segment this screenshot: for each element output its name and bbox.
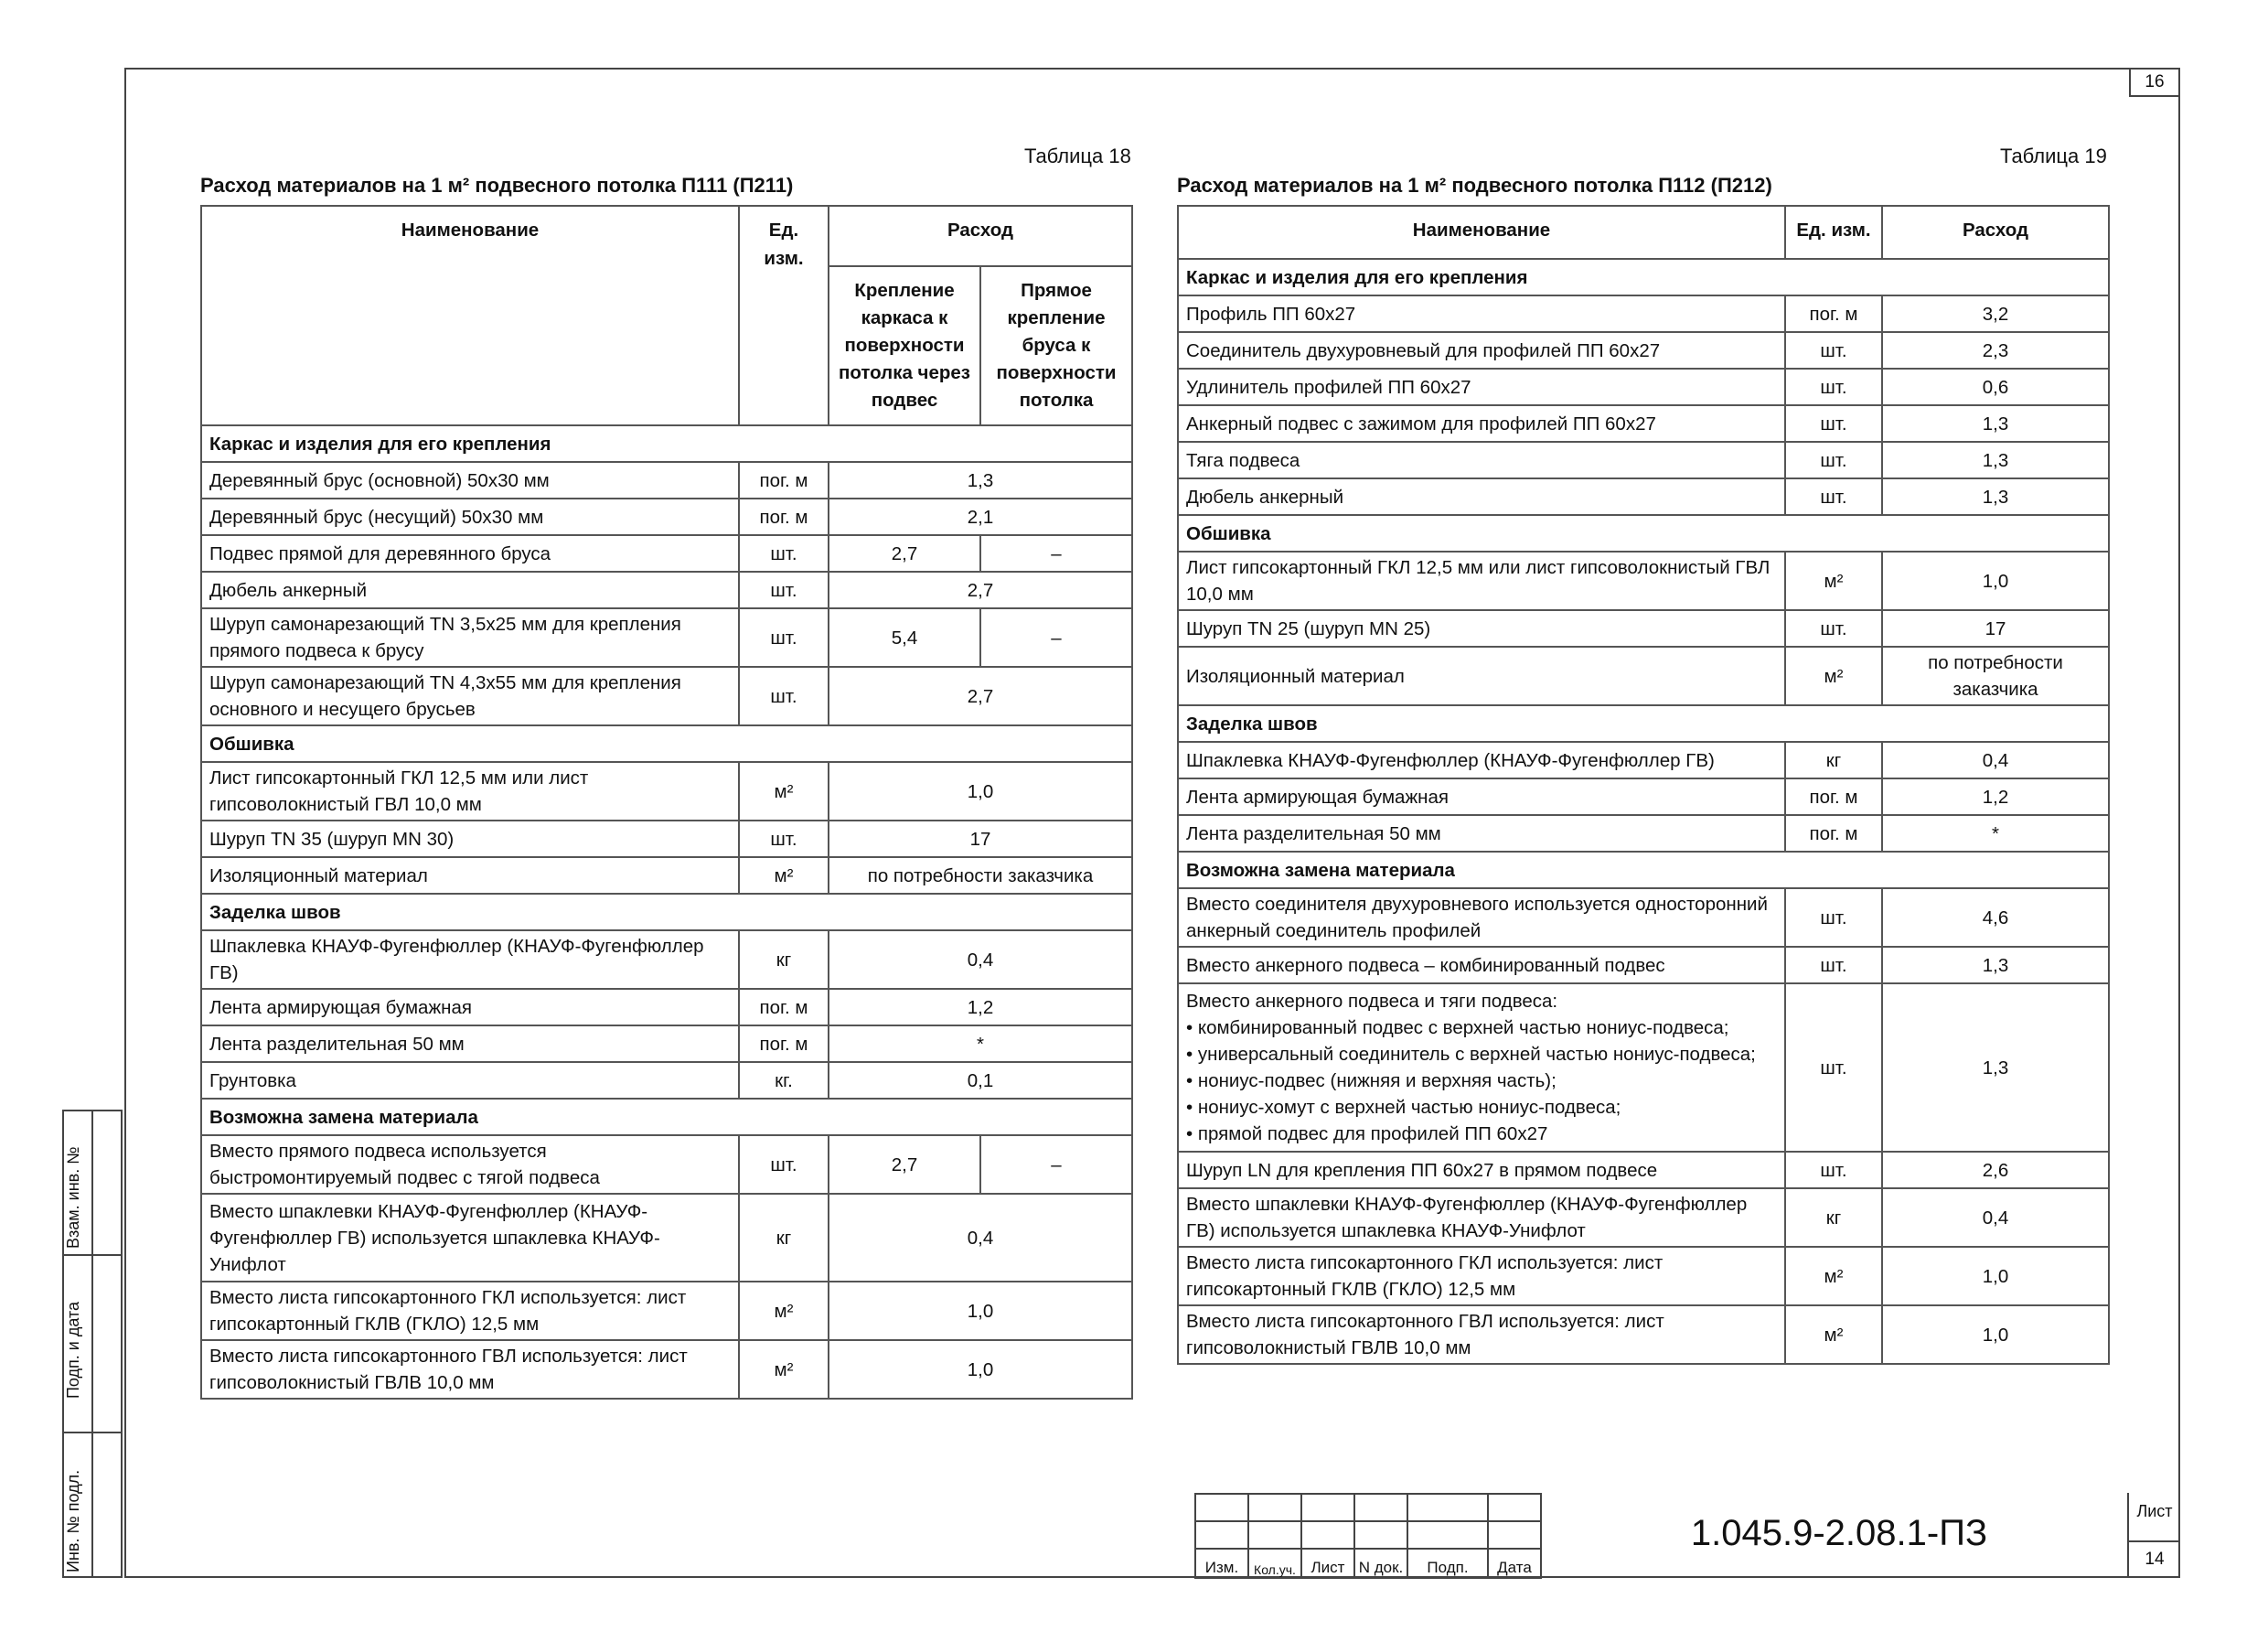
- material-name: Вместо листа гипсокартонного ГВЛ используется: лист гипсоволокнистый ГВЛВ 10,0 мм: [201, 1340, 739, 1399]
- table-row: [1178, 778, 2109, 815]
- unit-cell: м²: [739, 857, 829, 894]
- stamp-column-label: Дата: [1488, 1549, 1541, 1578]
- table-row: [1178, 515, 2109, 552]
- bullet-text: комбинированный подвес с верхней частью нониус-подвеса;: [1197, 1017, 1729, 1038]
- table-row: [201, 667, 1132, 725]
- table-row: [201, 499, 1132, 535]
- table-row: [201, 762, 1132, 821]
- unit-cell: шт.: [1785, 1152, 1882, 1188]
- material-name: [1178, 983, 1785, 1152]
- material-name: Вместо прямого подвеса используется быстромонтируемый подвес с тягой подвеса: [201, 1135, 739, 1194]
- right-header-consumption: Расход: [1882, 206, 2109, 259]
- unit-cell: шт.: [739, 821, 829, 857]
- left-header-name: Наименование: [201, 206, 739, 425]
- bullet-item: [1186, 1041, 1777, 1068]
- section-heading: Возможна замена материала: [1178, 852, 2109, 888]
- unit-cell: кг: [1785, 1188, 1882, 1247]
- section-heading: Обшивка: [201, 725, 1132, 762]
- unit-cell: кг.: [739, 1062, 829, 1099]
- consumption-cell: 1,0: [1882, 552, 2109, 610]
- right-header-unit: Ед. изм.: [1785, 206, 1882, 259]
- table-row: [201, 894, 1132, 930]
- consumption-cell: 2,7: [829, 572, 1132, 608]
- left-table-number: Таблица 18: [1024, 145, 1131, 167]
- table-row: [1178, 405, 2109, 442]
- material-name-text: Вместо анкерного подвеса – комбинированный подвес: [1186, 954, 1665, 976]
- bullet-item: [1186, 1121, 1777, 1147]
- consumption-cell: 2,6: [1882, 1152, 2109, 1188]
- table-row: [201, 725, 1132, 762]
- top-sheet-number: 16: [2129, 68, 2180, 97]
- consumption-cell: 1,2: [1882, 778, 2109, 815]
- material-name-text: Лента армирующая бумажная: [1186, 786, 1449, 808]
- unit-cell: кг: [739, 1194, 829, 1282]
- material-name: Вместо шпаклевки КНАУФ-Фугенфюллер (КНАУФ-Фугенфюллер ГВ) используется шпаклевка КНАУФ-Унифлот: [201, 1194, 739, 1282]
- section-heading: Заделка швов: [1178, 705, 2109, 742]
- consumption-cell: 3,2: [1882, 295, 2109, 332]
- consumption-cell: 1,0: [829, 1340, 1132, 1399]
- sheet-box: [2127, 1493, 2180, 1578]
- unit-cell: шт.: [739, 1135, 829, 1194]
- left-header-unit: Ед. изм.: [739, 206, 829, 425]
- bullet-text: прямой подвес для профилей ПП 60х27: [1197, 1123, 1548, 1144]
- consumption-cell: 1,3: [1882, 442, 2109, 478]
- table-row: [1178, 369, 2109, 405]
- bullet-icon: •: [1186, 1044, 1198, 1065]
- unit-cell: пог. м: [739, 1025, 829, 1062]
- material-name-text: Шпаклевка КНАУФ-Фугенфюллер (КНАУФ-Фугенфюллер ГВ): [1186, 749, 1715, 771]
- material-name: Деревянный брус (основной) 50х30 мм: [201, 462, 739, 499]
- consumption-cell: 0,4: [829, 1194, 1132, 1282]
- section-heading: Обшивка: [1178, 515, 2109, 552]
- consumption-cell: 2,3: [1882, 332, 2109, 369]
- consumption-cell: 1,0: [1882, 1305, 2109, 1364]
- consumption-cell-2: –: [980, 1135, 1132, 1194]
- unit-cell: шт.: [1785, 610, 1882, 647]
- table-row: [201, 1194, 1132, 1282]
- stamp-grid: [1194, 1493, 1542, 1579]
- material-name: Подвес прямой для деревянного бруса: [201, 535, 739, 572]
- material-name: [1178, 815, 1785, 852]
- table-row: [201, 1282, 1132, 1340]
- material-name-text: Соединитель двухуровневый для профилей ПП 60х27: [1186, 339, 1661, 361]
- table-row: [201, 535, 1132, 572]
- unit-cell: м²: [1785, 647, 1882, 705]
- table-row: [1178, 478, 2109, 515]
- table-row: [1178, 888, 2109, 947]
- unit-cell: м²: [739, 1282, 829, 1340]
- material-name: [1178, 647, 1785, 705]
- bullet-icon: •: [1186, 1017, 1198, 1038]
- consumption-cell: 1,3: [1882, 478, 2109, 515]
- material-name: Шуруп TN 35 (шуруп MN 30): [201, 821, 739, 857]
- unit-cell: кг: [739, 930, 829, 989]
- right-table-number: Таблица 19: [2000, 145, 2107, 167]
- left-header-consumption: Расход: [829, 206, 1132, 266]
- consumption-cell-2: –: [980, 608, 1132, 667]
- material-name-text: Шуруп TN 25 (шуруп MN 25): [1186, 617, 1431, 639]
- binding-label-sign-date: Подп. и дата: [64, 1301, 82, 1399]
- table-row: [201, 1099, 1132, 1135]
- material-name: [1178, 610, 1785, 647]
- table-row: [201, 989, 1132, 1025]
- unit-cell: шт.: [1785, 442, 1882, 478]
- binding-label-replace: Взам. инв. №: [64, 1146, 82, 1249]
- consumption-cell: 0,1: [829, 1062, 1132, 1099]
- material-name-text: Вместо листа гипсокартонного ГКЛ используется: лист гипсокартонный ГКЛВ (ГКЛО) 12,5 мм: [1186, 1252, 1664, 1300]
- material-name: [1178, 1305, 1785, 1364]
- unit-cell: шт.: [1785, 983, 1882, 1152]
- unit-cell: шт.: [1785, 478, 1882, 515]
- bullet-icon: •: [1186, 1123, 1198, 1144]
- bullet-text: универсальный соединитель с верхней частью нониус-подвеса;: [1197, 1044, 1756, 1065]
- unit-cell: шт.: [739, 608, 829, 667]
- unit-cell: шт.: [1785, 405, 1882, 442]
- table-row: [201, 1062, 1132, 1099]
- consumption-cell: 1,2: [829, 989, 1132, 1025]
- material-name: Шуруп самонарезающий TN 4,3х55 мм для крепления основного и несущего брусьев: [201, 667, 739, 725]
- table-row: [201, 1340, 1132, 1399]
- material-name: [1178, 442, 1785, 478]
- title-block: [1194, 1493, 2180, 1578]
- bullet-item: [1186, 1094, 1777, 1121]
- document-code: 1.045.9-2.08.1-ПЗ: [1690, 1513, 1988, 1553]
- material-name: [1178, 552, 1785, 610]
- consumption-cell: 1,3: [1882, 947, 2109, 983]
- material-name: Шпаклевка КНАУФ-Фугенфюллер (КНАУФ-Фугенфюллер ГВ): [201, 930, 739, 989]
- material-name: [1178, 888, 1785, 947]
- material-name: [1178, 295, 1785, 332]
- consumption-cell: 1,0: [829, 1282, 1132, 1340]
- unit-cell: шт.: [1785, 332, 1882, 369]
- consumption-cell: 17: [1882, 610, 2109, 647]
- stamp-column-label: Лист: [1301, 1549, 1354, 1578]
- material-name-text: Удлинитель профилей ПП 60х27: [1186, 376, 1471, 398]
- consumption-cell: по потребности заказчика: [829, 857, 1132, 894]
- table-row: [201, 857, 1132, 894]
- bullet-item: [1186, 1068, 1777, 1094]
- unit-cell: шт.: [739, 535, 829, 572]
- consumption-cell: 2,7: [829, 667, 1132, 725]
- binding-strip: [62, 1110, 123, 1578]
- bullet-icon: •: [1186, 1097, 1198, 1118]
- sheet-label: Лист: [2136, 1502, 2173, 1520]
- material-name-text: Тяга подвеса: [1186, 449, 1300, 471]
- consumption-cell: 0,4: [1882, 1188, 2109, 1247]
- material-name: Лента армирующая бумажная: [201, 989, 739, 1025]
- material-name: Дюбель анкерный: [201, 572, 739, 608]
- material-name: [1178, 332, 1785, 369]
- left-header-sub2: Прямое крепление бруса к поверхности потолка: [980, 266, 1132, 425]
- unit-cell: м²: [1785, 1247, 1882, 1305]
- table-row: [201, 930, 1132, 989]
- right-materials-table: [1177, 205, 2110, 1365]
- binding-label-inventory: Инв. № подл.: [64, 1469, 82, 1572]
- material-name: [1178, 1188, 1785, 1247]
- table-row: [201, 572, 1132, 608]
- material-name: Шуруп самонарезающий TN 3,5х25 мм для крепления прямого подвеса к брусу: [201, 608, 739, 667]
- material-name: Вместо листа гипсокартонного ГКЛ используется: лист гипсокартонный ГКЛВ (ГКЛО) 12,5 мм: [201, 1282, 739, 1340]
- consumption-cell: 4,6: [1882, 888, 2109, 947]
- table-row: [1178, 1247, 2109, 1305]
- table-row: [1178, 1188, 2109, 1247]
- unit-cell: шт.: [1785, 888, 1882, 947]
- material-name-text: Лента разделительная 50 мм: [1186, 822, 1441, 844]
- section-heading: Каркас и изделия для его крепления: [1178, 259, 2109, 295]
- material-name: [1178, 1247, 1785, 1305]
- material-name-text: Профиль ПП 60х27: [1186, 303, 1356, 325]
- section-heading: Каркас и изделия для его крепления: [201, 425, 1132, 462]
- table-row: [1178, 442, 2109, 478]
- unit-cell: пог. м: [739, 989, 829, 1025]
- consumption-cell: 1,0: [829, 762, 1132, 821]
- material-name: Изоляционный материал: [201, 857, 739, 894]
- material-name-text: Изоляционный материал: [1186, 665, 1405, 687]
- consumption-cell: 1,0: [1882, 1247, 2109, 1305]
- table-row: [201, 821, 1132, 857]
- table-row: [201, 1025, 1132, 1062]
- material-name: [1178, 405, 1785, 442]
- material-name: [1178, 478, 1785, 515]
- section-heading: Заделка швов: [201, 894, 1132, 930]
- table-row: [1178, 1152, 2109, 1188]
- left-materials-table: [200, 205, 1133, 1400]
- table-row: [1178, 552, 2109, 610]
- consumption-cell-1: 5,4: [829, 608, 980, 667]
- material-name-text: Дюбель анкерный: [1186, 486, 1344, 508]
- table-row: [201, 462, 1132, 499]
- unit-cell: м²: [739, 762, 829, 821]
- consumption-cell: 0,6: [1882, 369, 2109, 405]
- consumption-cell: *: [829, 1025, 1132, 1062]
- stamp-column-label: N док.: [1354, 1549, 1407, 1578]
- left-header-sub1: Крепление каркаса к поверхности потолка через подвес: [829, 266, 980, 425]
- bullet-icon: •: [1186, 1070, 1198, 1091]
- unit-cell: пог. м: [739, 462, 829, 499]
- material-name-text: Вместо соединителя двухуровневого используется односторонний анкерный соединитель профилей: [1186, 894, 1768, 941]
- table-row: [1178, 983, 2109, 1152]
- unit-cell: шт.: [739, 572, 829, 608]
- material-name: Деревянный брус (несущий) 50х30 мм: [201, 499, 739, 535]
- stamp-column-label: Изм.: [1195, 1549, 1248, 1578]
- stamp-column-label: Кол.уч.: [1248, 1549, 1301, 1578]
- unit-cell: кг: [1785, 742, 1882, 778]
- material-name-text: Вместо анкерного подвеса и тяги подвеса:: [1186, 991, 1558, 1012]
- unit-cell: пог. м: [1785, 295, 1882, 332]
- unit-cell: пог. м: [1785, 815, 1882, 852]
- consumption-cell-2: –: [980, 535, 1132, 572]
- table-row: [1178, 1305, 2109, 1364]
- material-name: [1178, 369, 1785, 405]
- table-row: [1178, 610, 2109, 647]
- unit-cell: м²: [1785, 552, 1882, 610]
- material-name: [1178, 742, 1785, 778]
- material-name: [1178, 947, 1785, 983]
- unit-cell: шт.: [1785, 947, 1882, 983]
- right-table-title: Расход материалов на 1 м² подвесного потолка П112 (П212): [1177, 174, 1772, 197]
- consumption-cell: *: [1882, 815, 2109, 852]
- table-row: [1178, 705, 2109, 742]
- table-row: [201, 425, 1132, 462]
- unit-cell: шт.: [739, 667, 829, 725]
- table-row: [1178, 259, 2109, 295]
- bullet-text: нониус-хомут с верхней частью нониус-подвеса;: [1197, 1097, 1621, 1118]
- material-name: [1178, 778, 1785, 815]
- table-row: [1178, 852, 2109, 888]
- bullet-item: [1186, 1014, 1777, 1041]
- material-name-text: Вместо шпаклевки КНАУФ-Фугенфюллер (КНАУФ-Фугенфюллер ГВ) используется шпаклевка КНАУФ-Унифлот: [1186, 1194, 1748, 1241]
- section-heading: Возможна замена материала: [201, 1099, 1132, 1135]
- unit-cell: м²: [739, 1340, 829, 1399]
- consumption-cell-1: 2,7: [829, 1135, 980, 1194]
- material-name: Лента разделительная 50 мм: [201, 1025, 739, 1062]
- material-name-text: Лист гипсокартонный ГКЛ 12,5 мм или лист гипсоволокнистый ГВЛ 10,0 мм: [1186, 557, 1771, 605]
- bullet-text: нониус-подвес (нижняя и верхняя часть);: [1197, 1070, 1557, 1091]
- table-row: [1178, 815, 2109, 852]
- table-row: [1178, 647, 2109, 705]
- consumption-cell: 0,4: [829, 930, 1132, 989]
- consumption-cell-1: 2,7: [829, 535, 980, 572]
- unit-cell: пог. м: [1785, 778, 1882, 815]
- table-row: [201, 608, 1132, 667]
- stamp-column-label: Подп.: [1407, 1549, 1488, 1578]
- material-name-text: Вместо листа гипсокартонного ГВЛ используется: лист гипсоволокнистый ГВЛВ 10,0 мм: [1186, 1311, 1664, 1358]
- right-header-name: Наименование: [1178, 206, 1785, 259]
- unit-cell: шт.: [1785, 369, 1882, 405]
- table-row: [1178, 332, 2109, 369]
- consumption-cell: 1,3: [829, 462, 1132, 499]
- material-name: [1178, 1152, 1785, 1188]
- sheet-number: 14: [2129, 1540, 2180, 1570]
- left-table-title: Расход материалов на 1 м² подвесного потолка П111 (П211): [200, 174, 794, 197]
- unit-cell: м²: [1785, 1305, 1882, 1364]
- table-row: [1178, 295, 2109, 332]
- consumption-cell: 2,1: [829, 499, 1132, 535]
- material-name: Грунтовка: [201, 1062, 739, 1099]
- consumption-cell: 1,3: [1882, 405, 2109, 442]
- table-row: [1178, 947, 2109, 983]
- table-row: [201, 1135, 1132, 1194]
- material-name: Лист гипсокартонный ГКЛ 12,5 мм или лист гипсоволокнистый ГВЛ 10,0 мм: [201, 762, 739, 821]
- unit-cell: пог. м: [739, 499, 829, 535]
- consumption-cell: 0,4: [1882, 742, 2109, 778]
- consumption-cell: по потребности заказчика: [1882, 647, 2109, 705]
- table-row: [1178, 742, 2109, 778]
- material-name-text: Анкерный подвес с зажимом для профилей ПП 60х27: [1186, 413, 1656, 435]
- consumption-cell: 17: [829, 821, 1132, 857]
- material-name-text: Шуруп LN для крепления ПП 60х27 в прямом подвесе: [1186, 1159, 1658, 1181]
- consumption-cell: 1,3: [1882, 983, 2109, 1152]
